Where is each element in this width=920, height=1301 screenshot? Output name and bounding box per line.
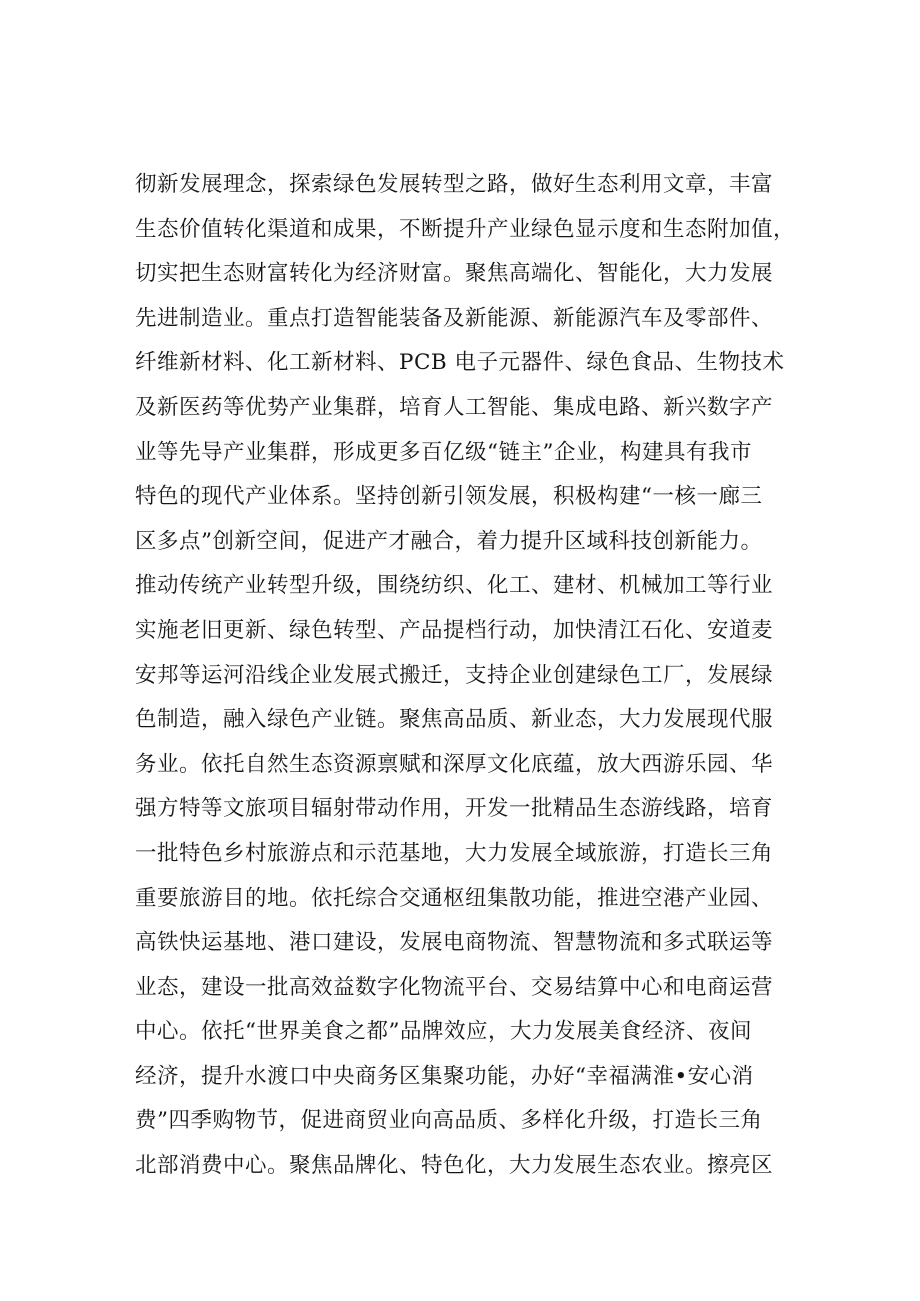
text-line: 业等先导产业集群，形成更多百亿级“链主”企业，构建具有我市 <box>135 439 752 465</box>
text-line: 切实把生态财富转化为经济财富。聚焦高端化、智能化，大力发展 <box>135 261 774 287</box>
text-line: 务业。依托自然生态资源禀赋和深厚文化底蕴，放大西游乐园、华 <box>135 751 774 777</box>
text-line: 推动传统产业转型升级，围绕纺织、化工、建材、机械加工等行业 <box>135 573 774 599</box>
text-line: 彻新发展理念，探索绿色发展转型之路，做好生态利用文章，丰富 <box>135 172 774 197</box>
text-line: 及新医药等优势产业集群，培育人工智能、集成电路、新兴数字产 <box>135 394 774 420</box>
text-line: 实施老旧更新、绿色转型、产品提档行动，加快清江石化、安道麦 <box>135 617 774 643</box>
text-line: 色制造，融入绿色产业链。聚焦高品质、新业态，大力发展现代服 <box>135 707 774 733</box>
text-line: 安邦等运河沿线企业发展式搬迁，支持企业创建绿色工厂，发展绿 <box>135 662 774 688</box>
text-line: 先进制造业。重点打造智能装备及新能源、新能源汽车及零部件、 <box>135 305 774 331</box>
text-line: 高铁快运基地、港口建设，发展电商物流、智慧物流和多式联运等 <box>135 930 774 956</box>
text-line: 经济，提升水渡口中央商务区集聚功能，办好“幸福满淮•安心消 <box>135 1063 754 1089</box>
text-line: 北部消费中心。聚焦品牌化、特色化，大力发展生态农业。擦亮区 <box>135 1153 774 1179</box>
body-text <box>135 163 815 1189</box>
text-line: 生态价值转化渠道和成果，不断提升产业绿色显示度和生态附加值， <box>135 216 796 242</box>
text-line: 强方特等文旅项目辐射带动作用，开发一批精品生态游线路，培育 <box>135 796 774 822</box>
text-line: 中心。依托“世界美食之都”品牌效应，大力发展美食经济、夜间 <box>135 1019 752 1045</box>
text-line: 业态，建设一批高效益数字化物流平台、交易结算中心和电商运营 <box>135 974 774 1000</box>
text-line: 特色的现代产业体系。坚持创新引领发展，积极构建“一核一廊三 <box>135 484 763 510</box>
text-line: 区多点”创新空间，促进产才融合，着力提升区域科技创新能力。 <box>135 528 763 554</box>
text-line: 费”四季购物节，促进商贸业向高品质、多样化升级，打造长三角 <box>135 1108 763 1134</box>
text-line: 一批特色乡村旅游点和示范基地，大力发展全域旅游，打造长三角 <box>135 840 774 866</box>
text-line: 纤维新材料、化工新材料、PCB 电子元器件、绿色食品、生物技术 <box>135 350 785 376</box>
text-line: 重要旅游目的地。依托综合交通枢纽集散功能，推进空港产业园、 <box>135 885 774 911</box>
